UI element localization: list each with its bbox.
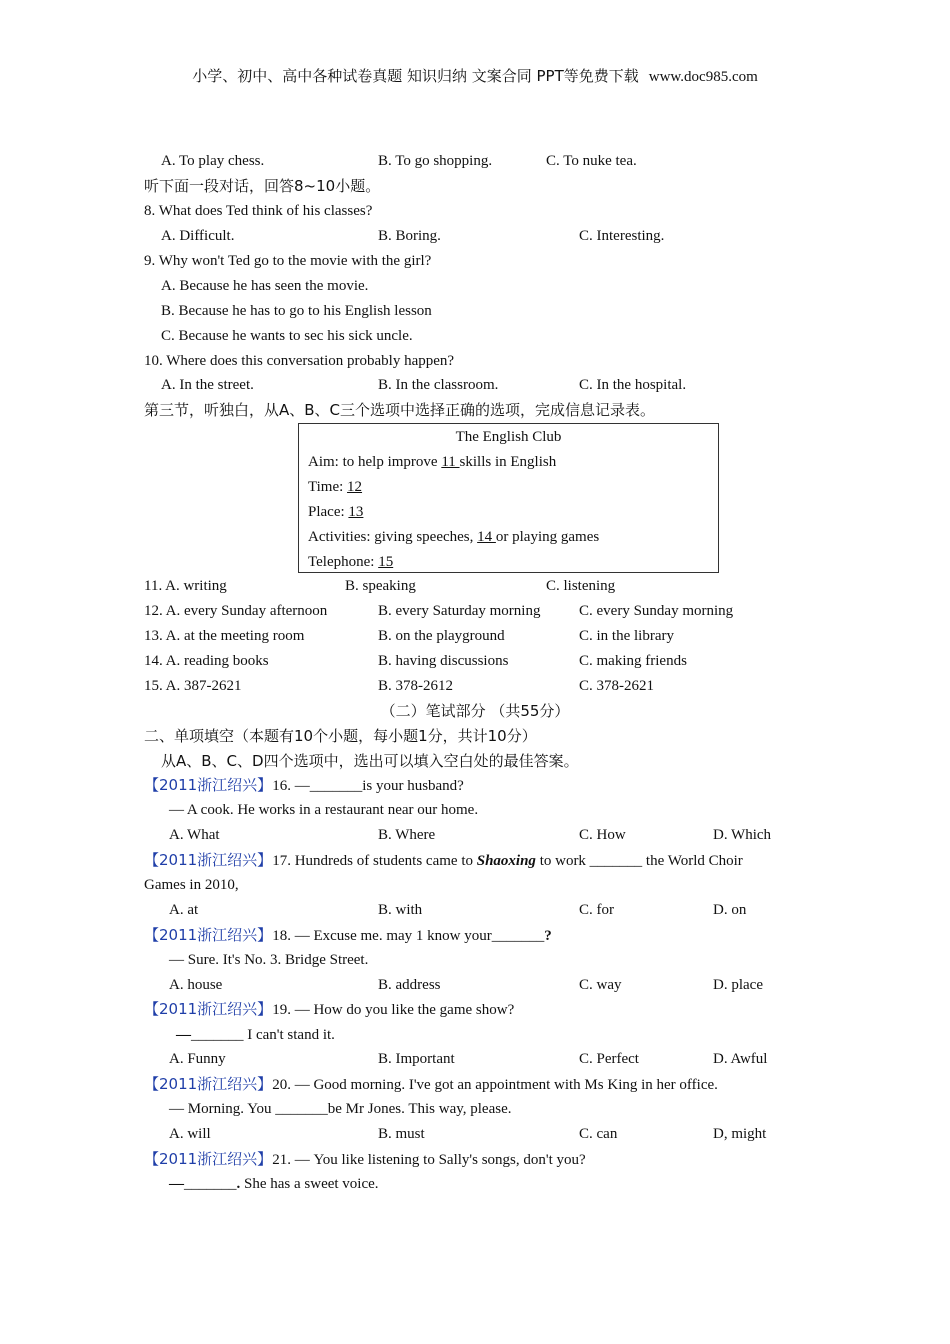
source-tag: 【2011浙江绍兴】 (144, 776, 273, 794)
q17-text-post: to work _______ the World Choir (535, 853, 743, 869)
q13-option-a: 13. A. at the meeting room (144, 628, 305, 644)
q20-reply: — Morning. You _______be Mr Jones. This way, please. (169, 1101, 512, 1117)
source-tag: 【2011浙江绍兴】 (144, 1000, 273, 1018)
q17-text-em: Shaoxing (476, 853, 536, 869)
q16-text: 16. —_______is your husband? (272, 778, 464, 794)
q14-option-c: C. making friends (579, 653, 687, 669)
q20-option-b: B. must (378, 1126, 425, 1142)
q21-reply-blank: _______ (184, 1176, 237, 1192)
q12-option-c: C. every Sunday morning (579, 603, 734, 619)
club-title: The English Club (455, 429, 562, 445)
q19-option-b: B. Important (378, 1051, 455, 1067)
q20-text: 20. — Good morning. I've got an appointment with Ms King in her office. (272, 1077, 718, 1093)
q21-stem (144, 1149, 586, 1170)
q7-option-a: A. To play chess. (161, 153, 265, 169)
section3-instruction: 第三节，听独白，从A、B、C三个选项中选择正确的选项，完成信息记录表。 (144, 401, 656, 419)
header-url: www.doc985.com (648, 69, 758, 85)
q17-text-pre: 17. Hundreds of students came to (272, 853, 477, 869)
q18-option-c: C. way (579, 977, 622, 993)
club-telephone-blank: 15 (378, 554, 394, 570)
club-aim-blank: 11 (441, 454, 460, 470)
q17-option-c: C. for (579, 902, 614, 918)
q16-option-a: A. What (169, 827, 220, 843)
club-aim (308, 452, 556, 472)
q14-option-a: 14. A. reading books (144, 653, 269, 669)
q10-stem: 10. Where does this conversation probably happen? (144, 353, 455, 369)
q18-option-a: A. house (169, 977, 223, 993)
q19-reply-text: _______ I can't stand it. (191, 1027, 335, 1043)
header-title: 小学、初中、高中各种试卷真题 知识归纳 文案合同 PPT等免费下载 (192, 67, 639, 85)
club-activities-label: Activities: giving speeches, (308, 529, 478, 545)
q11-option-b: B. speaking (345, 578, 416, 594)
part2-instruction: 从A、B、C、D四个选项中，选出可以填入空白处的最佳答案。 (161, 752, 579, 770)
club-place-blank: 13 (348, 504, 364, 520)
q10-option-b: B. In the classroom. (378, 377, 499, 393)
q11-option-c: C. listening (546, 578, 616, 594)
q16-option-c: C. How (579, 827, 626, 843)
q16-option-d: D. Which (713, 827, 772, 843)
q19-reply (176, 1025, 335, 1045)
q9-option-c: C. Because he wants to sec his sick uncle. (161, 328, 413, 344)
q18-option-b: B. address (378, 977, 441, 993)
club-time (308, 477, 362, 497)
source-tag: 【2011浙江绍兴】 (144, 1150, 273, 1168)
q21-reply-text: She has a sweet voice. (240, 1176, 379, 1192)
q9-option-b: B. Because he has to go to his English lesson (161, 303, 432, 319)
q16-option-b: B. Where (378, 827, 436, 843)
source-tag: 【2011浙江绍兴】 (144, 851, 273, 869)
q15-option-b: B. 378-2612 (378, 678, 453, 694)
q18-reply: — Sure. It's No. 3. Bridge Street. (169, 952, 369, 968)
q19-option-c: C. Perfect (579, 1051, 639, 1067)
club-activities (308, 527, 599, 547)
q17-option-a: A. at (169, 902, 199, 918)
q21-reply-dash: — (169, 1176, 184, 1192)
q17-stem-cont: Games in 2010, (144, 877, 239, 893)
english-club-form (298, 423, 719, 573)
q15-option-a: 15. A. 387-2621 (144, 678, 242, 694)
q18-question-mark: ? (544, 928, 552, 944)
q20-option-a: A. will (169, 1126, 211, 1142)
q8-option-b: B. Boring. (378, 228, 441, 244)
club-time-blank: 12 (347, 479, 363, 495)
q7-option-b: B. To go shopping. (378, 153, 493, 169)
club-telephone (308, 552, 393, 572)
club-activities-post: or playing games (495, 529, 600, 545)
club-aim-label: Aim: to help improve (308, 454, 442, 470)
q10-option-a: A. In the street. (161, 377, 254, 393)
club-telephone-label: Telephone: (308, 554, 379, 570)
instruction-8-10: 听下面一段对话，回答8~10小题。 (144, 177, 381, 195)
q21-text: 21. — You like listening to Sally's songs, don't you? (272, 1152, 586, 1168)
q17-stem (144, 850, 743, 871)
q13-option-c: C. in the library (579, 628, 674, 644)
q19-option-a: A. Funny (169, 1051, 226, 1067)
q20-option-c: C. can (579, 1126, 618, 1142)
q20-stem (144, 1074, 718, 1095)
q19-reply-dash: — (176, 1027, 191, 1043)
club-place-label: Place: (308, 504, 349, 520)
q21-reply (169, 1174, 379, 1194)
q19-text: 19. — How do you like the game show? (272, 1002, 515, 1018)
q8-option-c: C. Interesting. (579, 228, 665, 244)
q10-option-c: C. In the hospital. (579, 377, 687, 393)
club-activities-blank: 14 (477, 529, 496, 545)
q13-option-b: B. on the playground (378, 628, 505, 644)
q12-option-b: B. every Saturday morning (378, 603, 541, 619)
q21-reply-dot: . (236, 1176, 241, 1192)
q16-stem (144, 775, 464, 796)
q12-option-a: 12. A. every Sunday afternoon (144, 603, 328, 619)
written-part-title: （二）笔试部分 （共55分） (380, 702, 570, 720)
q20-option-d: D, might (713, 1126, 767, 1142)
club-place (308, 502, 363, 522)
q9-stem: 9. Why won't Ted go to the movie with the girl? (144, 253, 432, 269)
q14-option-b: B. having discussions (378, 653, 509, 669)
q18-text: 18. — Excuse me. may 1 know your_______ (272, 928, 545, 944)
q16-reply: — A cook. He works in a restaurant near our home. (169, 802, 479, 818)
q18-option-d: D. place (713, 977, 763, 993)
q18-stem (144, 925, 552, 946)
q15-option-c: C. 378-2621 (579, 678, 654, 694)
page-header (0, 66, 950, 87)
club-aim-post: skills in English (459, 454, 557, 470)
q8-option-a: A. Difficult. (161, 228, 235, 244)
q8-stem: 8. What does Ted think of his classes? (144, 203, 373, 219)
q19-stem (144, 999, 514, 1020)
q17-option-b: B. with (378, 902, 423, 918)
club-time-label: Time: (308, 479, 348, 495)
source-tag: 【2011浙江绍兴】 (144, 1075, 273, 1093)
q19-option-d: D. Awful (713, 1051, 768, 1067)
q7-option-c: C. To nuke tea. (546, 153, 637, 169)
q17-option-d: D. on (713, 902, 747, 918)
q9-option-a: A. Because he has seen the movie. (161, 278, 369, 294)
source-tag: 【2011浙江绍兴】 (144, 926, 273, 944)
part2-title: 二、单项填空（本题有10个小题，每小题1分，共计10分） (144, 727, 537, 745)
q11-option-a: 11. A. writing (144, 578, 227, 594)
